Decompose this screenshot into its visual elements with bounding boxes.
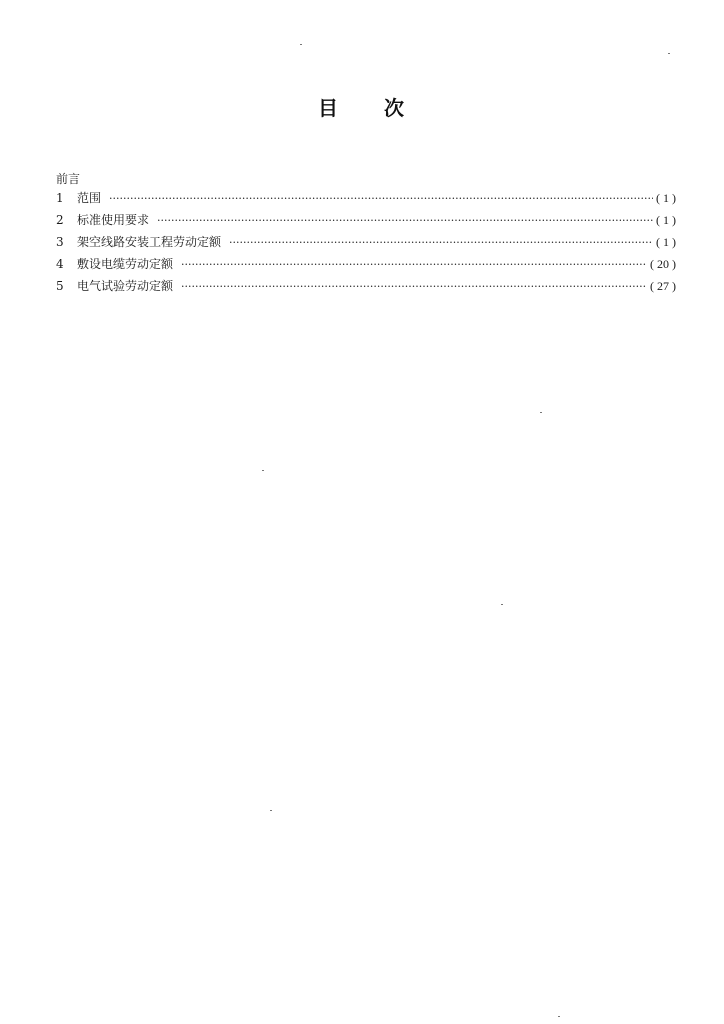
toc-entry-label: 电气试验劳动定额	[77, 279, 174, 293]
toc-dot-leader	[181, 276, 647, 298]
scan-speck	[300, 44, 302, 45]
toc-entry-1[interactable]	[56, 187, 676, 209]
title-char-1: 目	[318, 96, 340, 120]
toc-entry-5[interactable]	[56, 275, 676, 297]
toc-entry-label: 标准使用要求	[77, 213, 150, 227]
toc-entry-page: ( 20 )	[650, 257, 676, 271]
scan-speck	[668, 53, 670, 54]
toc-entry-number: 3	[56, 235, 64, 249]
toc-entry-number: 2	[56, 213, 64, 227]
toc-preface[interactable]: 前言	[56, 172, 81, 186]
toc-entry-number: 5	[56, 279, 64, 293]
toc-entry-3[interactable]	[56, 231, 676, 253]
toc-entry-number: 4	[56, 257, 64, 271]
scan-speck	[501, 604, 503, 605]
toc-entry-label: 架空线路安装工程劳动定额	[77, 235, 222, 249]
scan-speck	[262, 470, 264, 471]
scan-speck	[558, 1016, 560, 1017]
toc-entry-page: ( 1 )	[656, 191, 676, 205]
toc-entry-number: 1	[56, 191, 64, 205]
toc-entry-4[interactable]	[56, 253, 676, 275]
toc-entry-page: ( 27 )	[650, 279, 676, 293]
toc-entry-page: ( 1 )	[656, 235, 676, 249]
scan-speck	[270, 810, 272, 811]
scan-speck	[540, 412, 542, 413]
toc-entry-page: ( 1 )	[656, 213, 676, 227]
title-char-2: 次	[384, 96, 406, 120]
toc-entry-label: 敷设电缆劳动定额	[77, 257, 174, 271]
toc-dot-leader	[157, 210, 653, 232]
toc-dot-leader	[109, 188, 653, 210]
toc-dot-leader	[229, 232, 653, 254]
page-title	[0, 92, 724, 121]
toc-dot-leader	[181, 254, 647, 276]
toc-entry-2[interactable]	[56, 209, 676, 231]
toc-entry-label: 范围	[77, 191, 102, 205]
table-of-contents	[56, 171, 676, 297]
